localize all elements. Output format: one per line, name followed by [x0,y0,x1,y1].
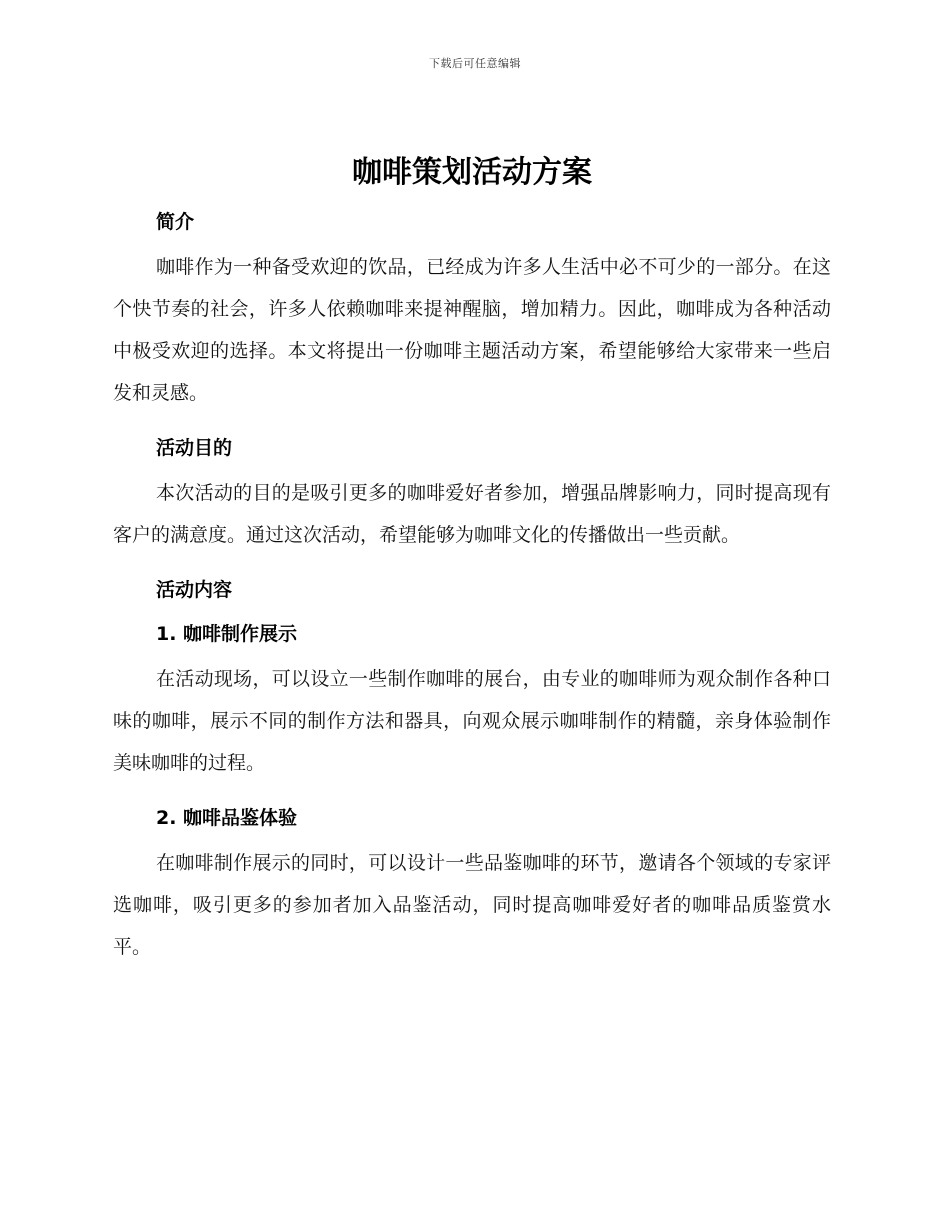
section-heading-purpose: 活动目的 [156,437,233,459]
document-title: 咖啡策划活动方案 [352,155,592,190]
header-note: 下载后可任意编辑 [429,57,521,70]
paragraph-coffee-tasting: 在咖啡制作展示的同时，可以设计一些品鉴咖啡的环节，邀请各个领域的专家评选咖啡，吸引更多的参加者加入品鉴活动，同时提高咖啡爱好者的咖啡品质鉴赏水平。 [113,852,831,958]
paragraph-purpose: 本次活动的目的是吸引更多的咖啡爱好者参加，增强品牌影响力，同时提高现有客户的满意度。通过这次活动，希望能够为咖啡文化的传播做出一些贡献。 [113,482,831,546]
subheading-coffee-tasting: 2. 咖啡品鉴体验 [156,807,298,829]
section-heading-content: 活动内容 [156,579,233,601]
subheading-coffee-making-show: 1. 咖啡制作展示 [156,623,298,645]
paragraph-coffee-making-show: 在活动现场，可以设立一些制作咖啡的展台，由专业的咖啡师为观众制作各种口味的咖啡，展示不同的制作方法和器具，向观众展示咖啡制作的精髓，亲身体验制作美味咖啡的过程。 [113,668,831,774]
paragraph-intro: 咖啡作为一种备受欢迎的饮品，已经成为许多人生活中必不可少的一部分。在这个快节奏的社会，许多人依赖咖啡来提神醒脑，增加精力。因此，咖啡成为各种活动中极受欢迎的选择。本文将提出一份咖啡主题活动方案，希望能够给大家带来一些启发和灵感。 [113,256,831,404]
document-body [113,148,831,990]
section-heading-intro: 简介 [156,211,195,233]
